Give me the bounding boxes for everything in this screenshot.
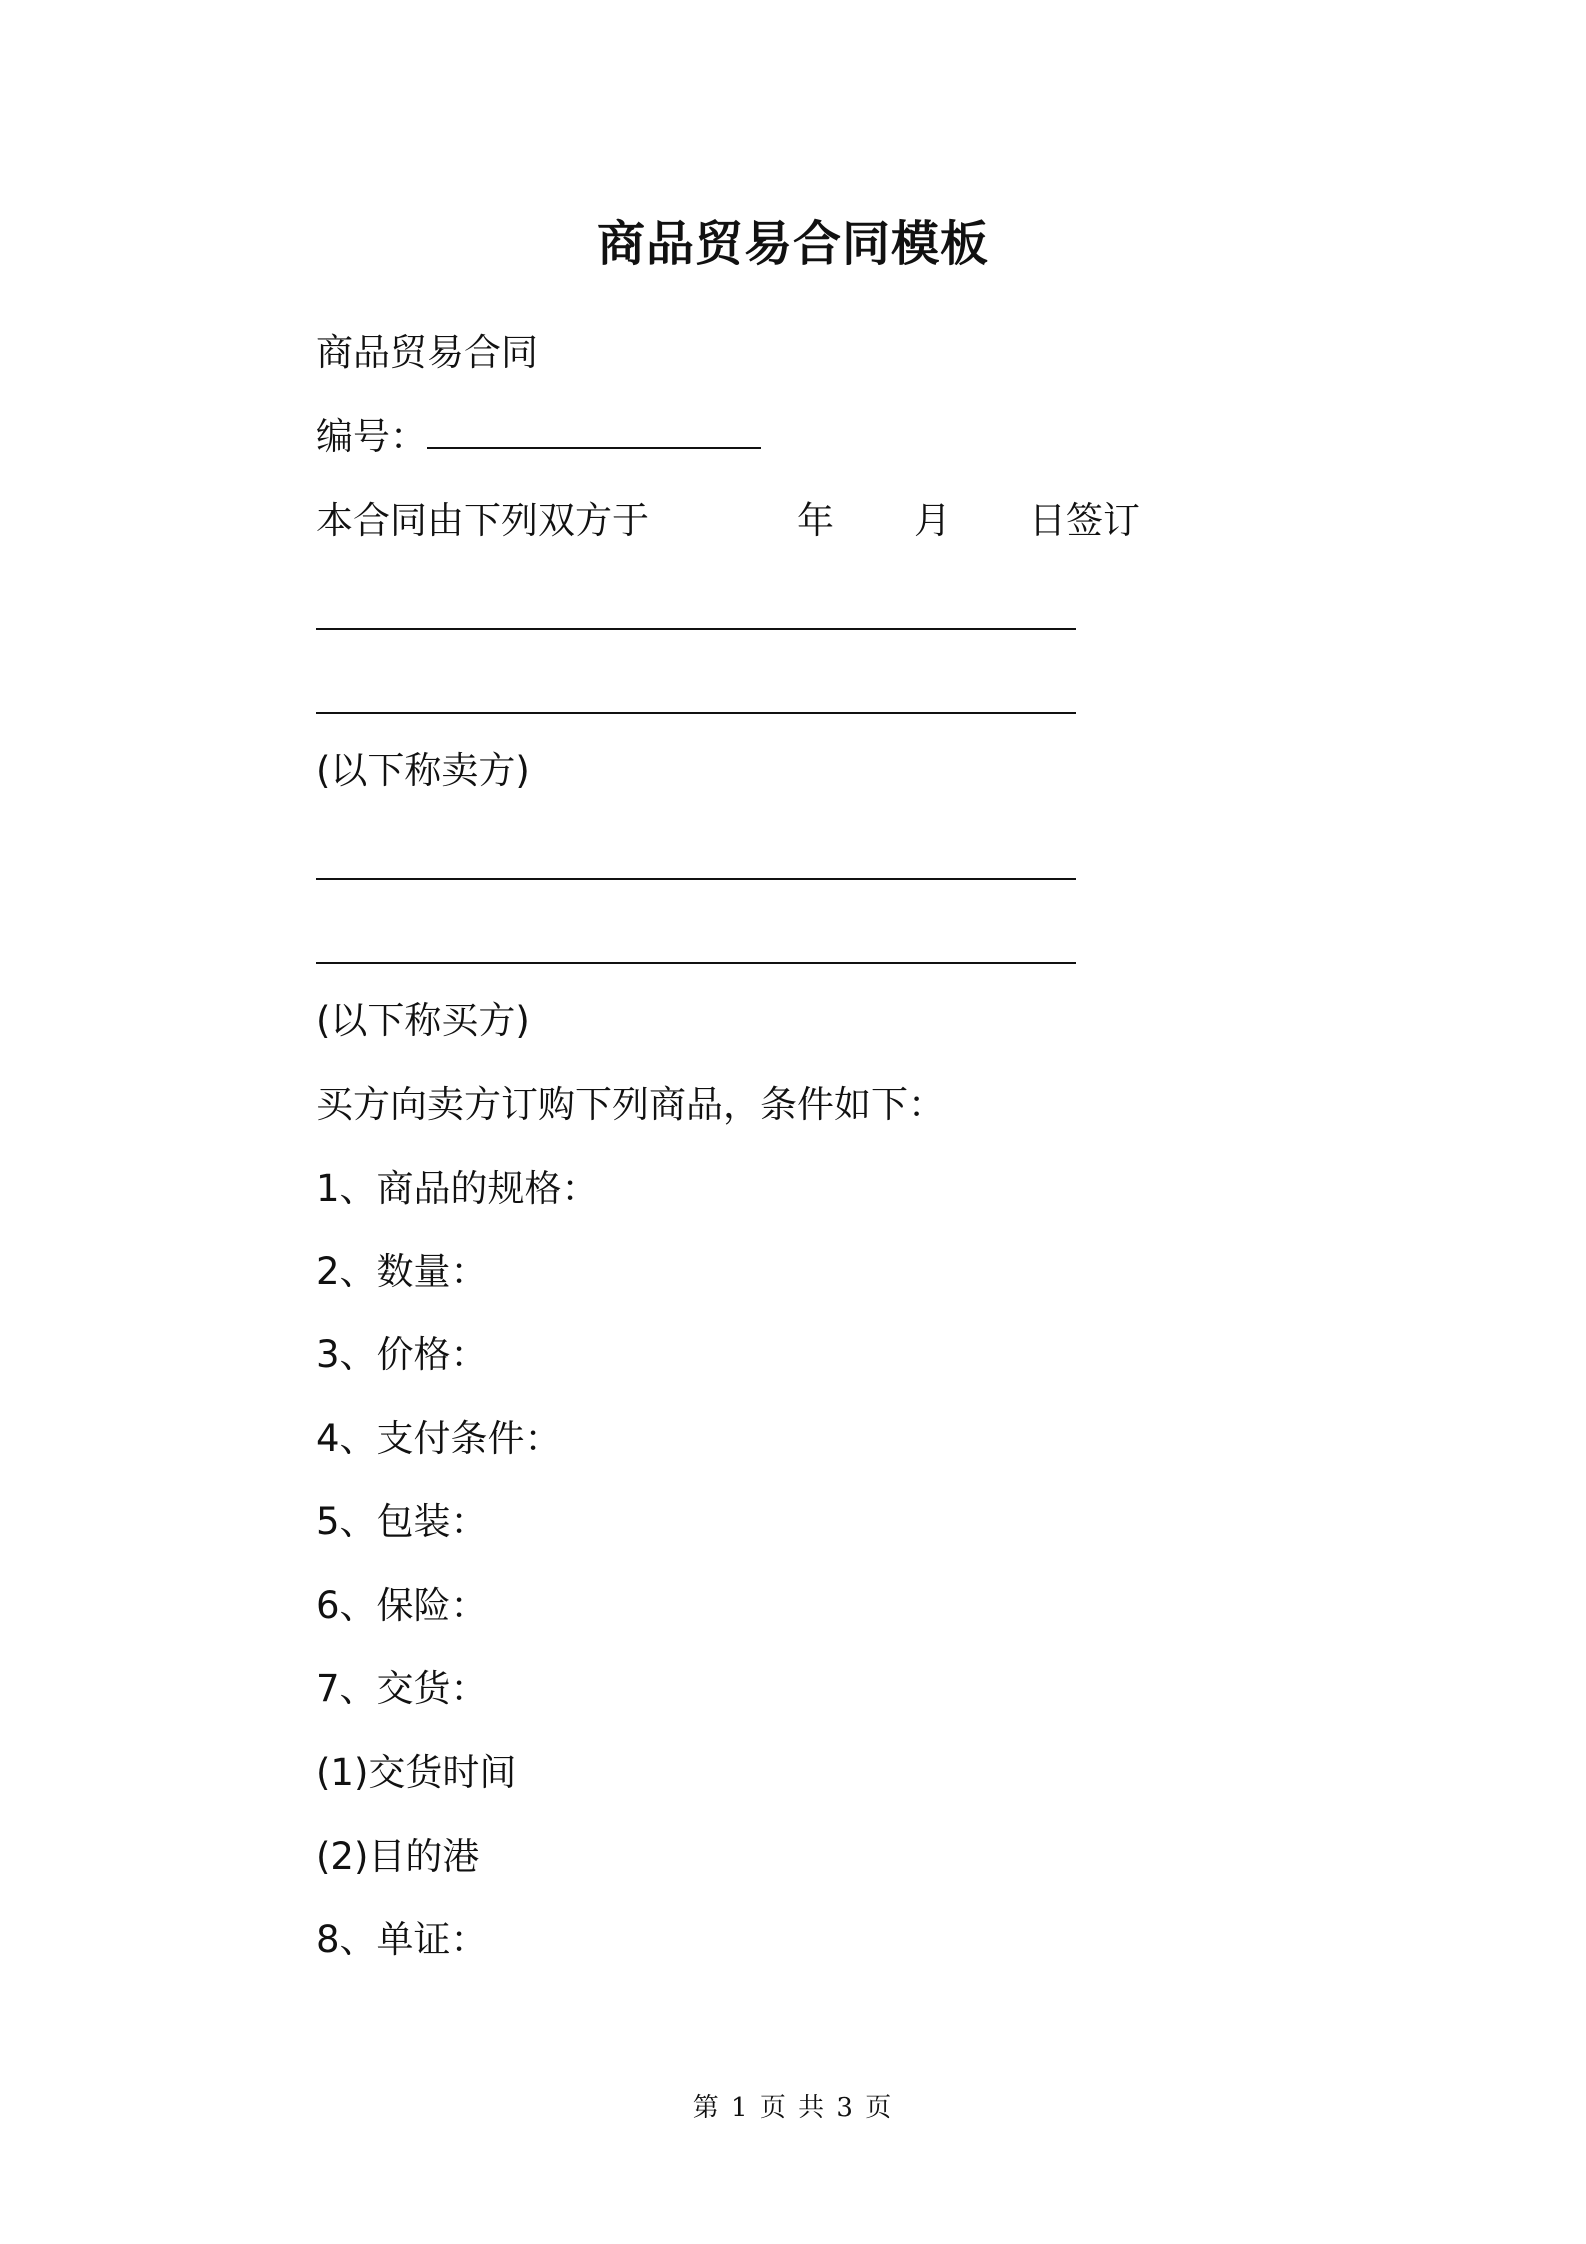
clause-item: 6、保险： xyxy=(316,1584,488,1627)
signing-month-label: 月 xyxy=(914,499,951,542)
contract-subtitle: 商品贸易合同 xyxy=(316,331,538,374)
clause-subitem: (1)交货时间 xyxy=(316,1751,517,1794)
signing-date-row xyxy=(316,496,1140,546)
order-intro: 买方向卖方订购下列商品，条件如下： xyxy=(316,1083,945,1126)
contract-number-blank xyxy=(427,419,761,449)
clause-item: 8、单证： xyxy=(316,1918,488,1961)
clause-item: 5、包装： xyxy=(316,1500,488,1543)
clause-item: 7、交货： xyxy=(316,1667,488,1710)
signing-year-label: 年 xyxy=(797,499,834,542)
contract-number-row xyxy=(316,412,761,462)
contract-number-label: 编号： xyxy=(316,415,427,458)
buyer-address-blank xyxy=(316,962,1076,964)
seller-note: (以下称卖方) xyxy=(316,749,530,792)
buyer-note: (以下称买方) xyxy=(316,999,530,1042)
buyer-name-blank xyxy=(316,878,1076,880)
clause-item: 1、商品的规格： xyxy=(316,1167,599,1210)
signing-day-label: 日签订 xyxy=(1029,499,1140,542)
seller-name-blank xyxy=(316,628,1076,630)
clause-item: 3、价格： xyxy=(316,1333,488,1376)
seller-address-blank xyxy=(316,712,1076,714)
signing-intro: 本合同由下列双方于 xyxy=(316,499,649,542)
clause-item: 2、数量： xyxy=(316,1250,488,1293)
page-indicator: 第 1 页 共 3 页 xyxy=(692,2093,894,2123)
clause-item: 4、支付条件： xyxy=(316,1417,562,1460)
clause-subitem: (2)目的港 xyxy=(316,1835,480,1878)
page-title: 商品贸易合同模板 xyxy=(596,216,989,272)
